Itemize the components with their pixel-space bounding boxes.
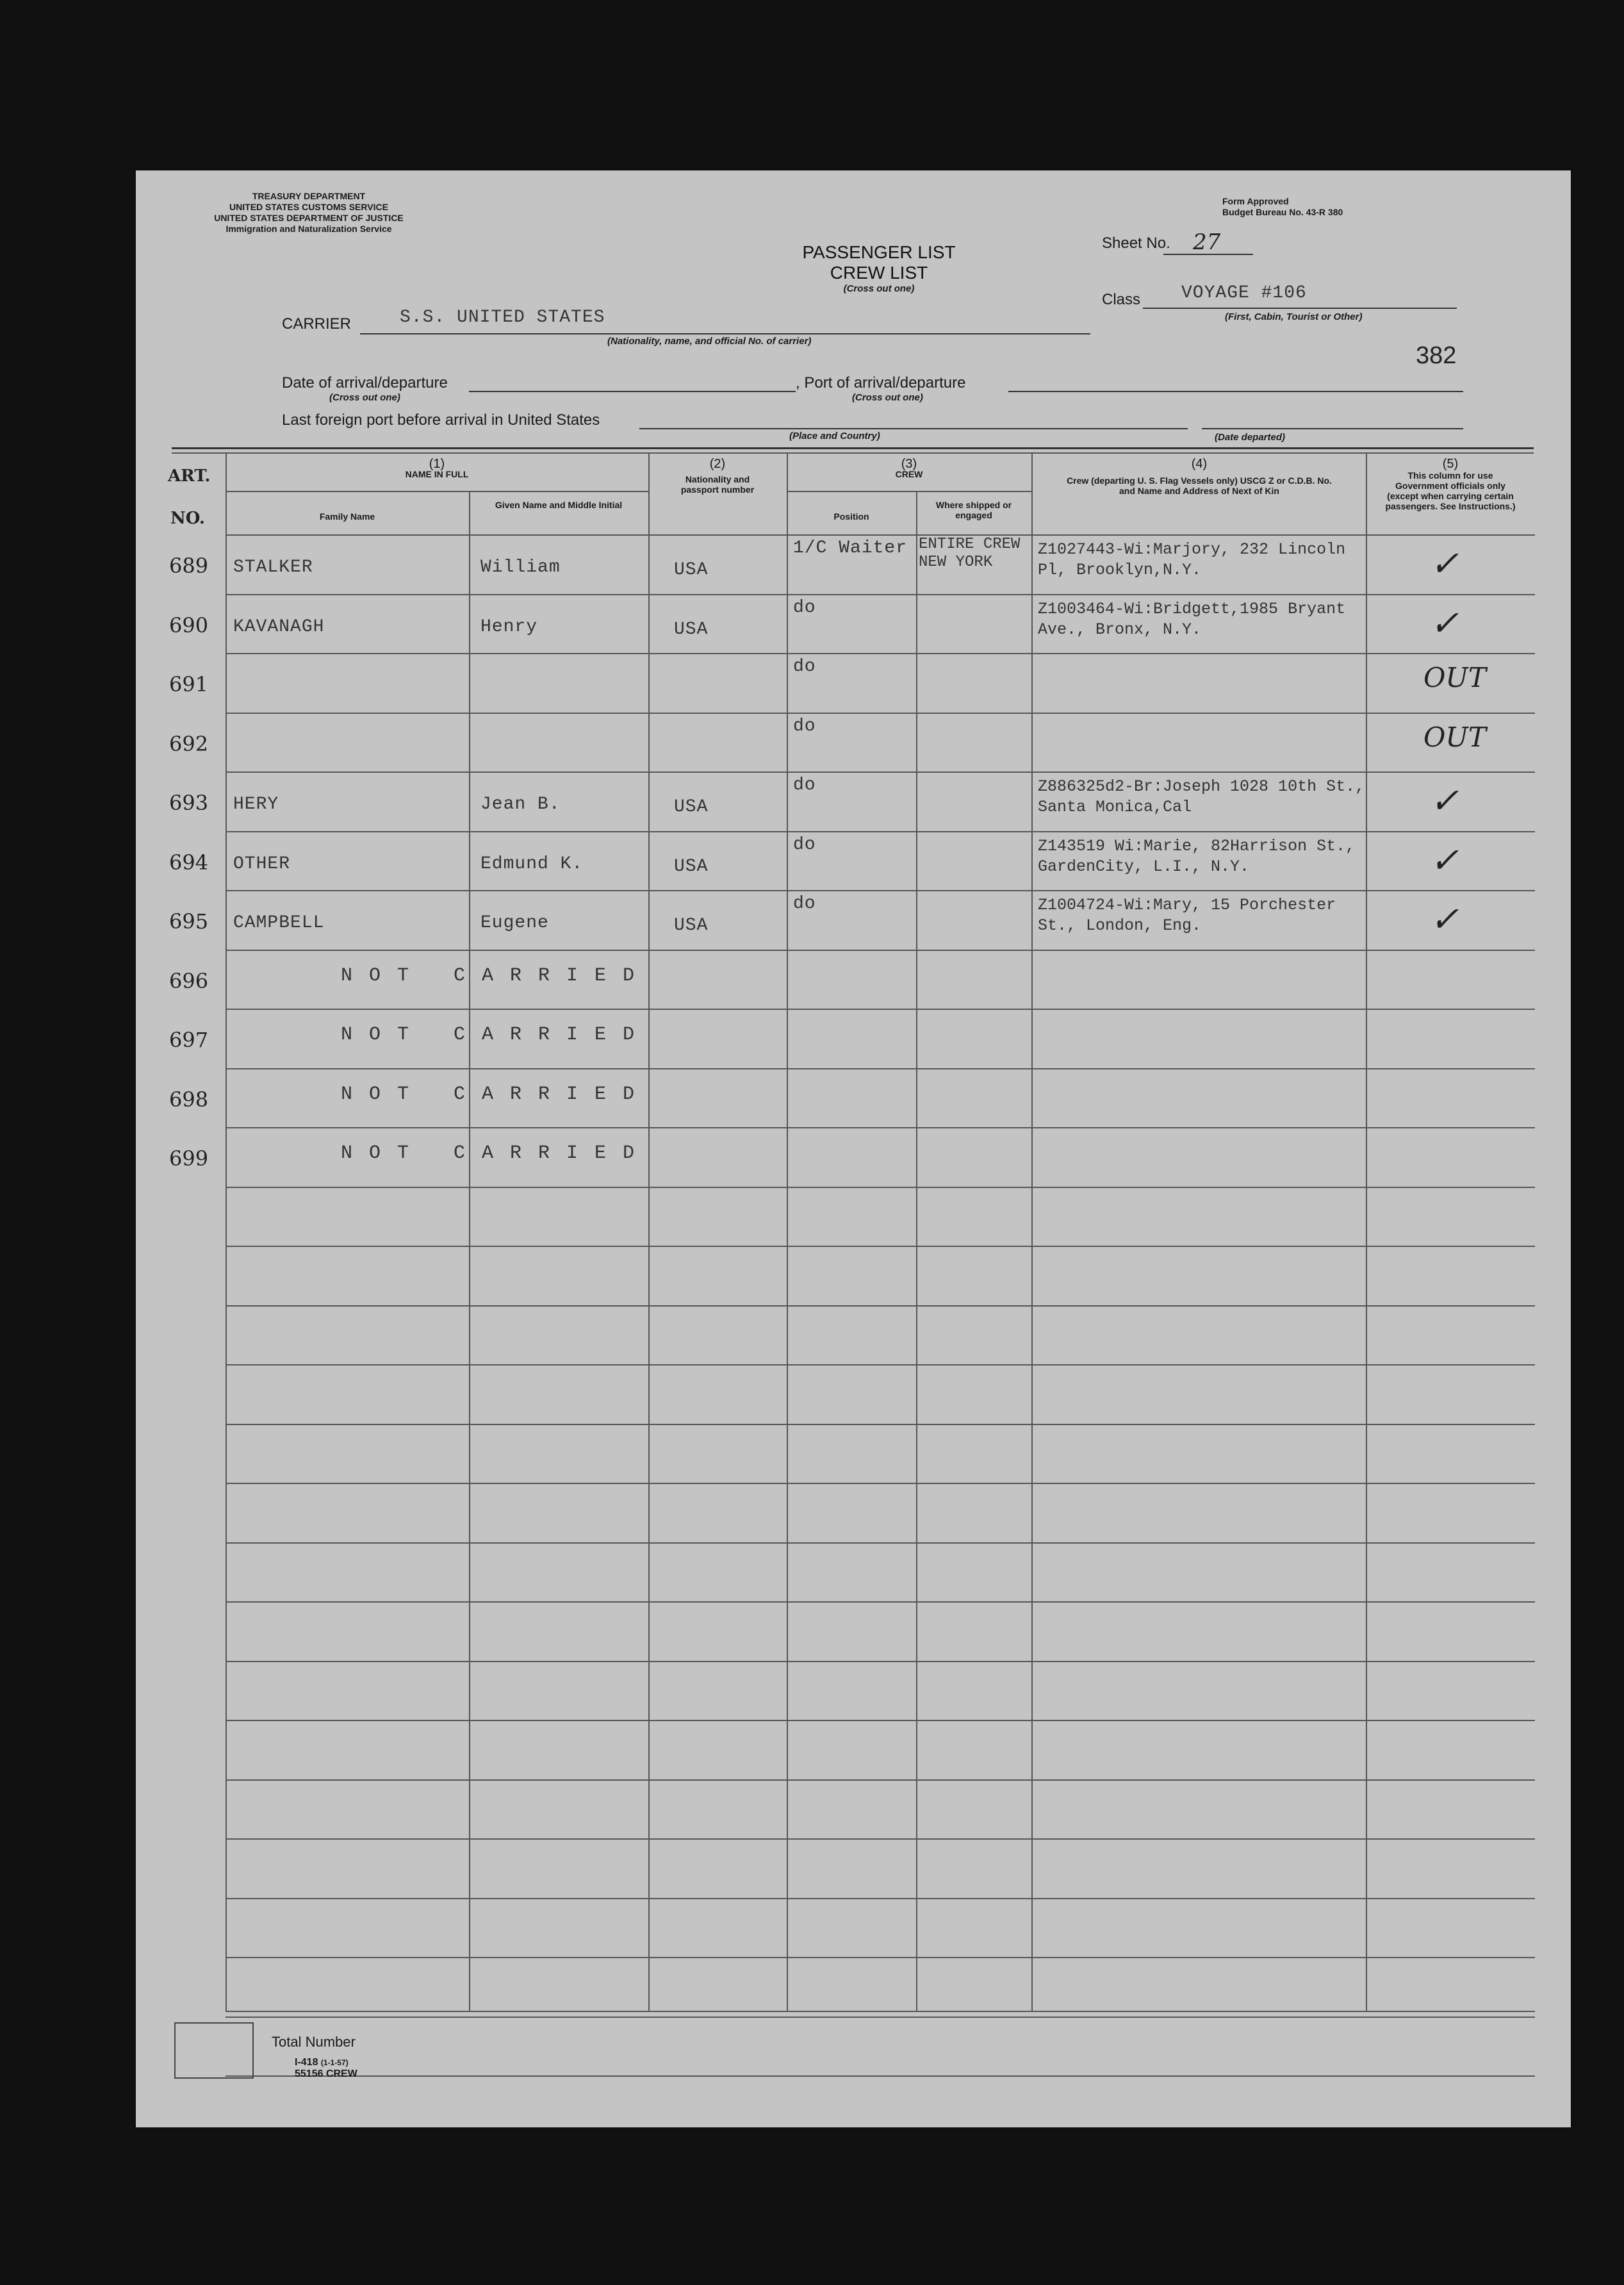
sheet-value: 27 bbox=[1193, 229, 1221, 255]
form-number bbox=[295, 2057, 357, 2079]
art-number: 689 bbox=[169, 554, 209, 578]
row-rule bbox=[226, 1957, 1535, 1958]
col1-num: (1) bbox=[429, 457, 445, 471]
art-number: 693 bbox=[169, 791, 209, 815]
art-number: 692 bbox=[169, 732, 209, 756]
col5-title: This column for use Government officials only (except when carrying certain passengers. See Instructions.) bbox=[1385, 470, 1516, 511]
col2-header bbox=[648, 459, 787, 495]
port-cross: (Cross out one) bbox=[852, 392, 923, 403]
agency-line: Immigration and Naturalization Service bbox=[226, 224, 392, 234]
agency-line: UNITED STATES DEPARTMENT OF JUSTICE bbox=[214, 213, 404, 223]
title-crew-list: CREW LIST bbox=[830, 263, 928, 283]
col5-num: (5) bbox=[1442, 457, 1459, 471]
row-rule bbox=[226, 950, 1535, 951]
art-number: 690 bbox=[169, 613, 209, 638]
col-divider bbox=[1031, 454, 1033, 2011]
place-caption: (Place and Country) bbox=[789, 431, 880, 441]
row-rule bbox=[226, 1898, 1535, 1899]
next-of-kin-cell[interactable]: Z1003464-Wi:Bridgett,1985 Bryant Ave., Bronx, N.Y. bbox=[1038, 600, 1346, 639]
col4-header bbox=[1039, 459, 1359, 496]
nationality-cell[interactable]: USA bbox=[674, 797, 709, 817]
agency-line: UNITED STATES CUSTOMS SERVICE bbox=[229, 202, 388, 212]
carrier-caption: (Nationality, name, and official No. of carrier) bbox=[607, 336, 812, 347]
position-cell[interactable]: do bbox=[793, 716, 816, 736]
page-number: 382 bbox=[1416, 342, 1457, 369]
art-number: 697 bbox=[169, 1028, 209, 1052]
position-header: Position bbox=[833, 511, 869, 522]
col3-num: (3) bbox=[901, 457, 917, 471]
official-mark: OUT bbox=[1423, 662, 1486, 693]
art-number: 695 bbox=[169, 909, 209, 934]
col-divider bbox=[787, 454, 788, 2011]
art-number: 698 bbox=[169, 1087, 209, 1112]
given-name-header: Given Name and Middle Initial bbox=[495, 500, 623, 510]
row-rule bbox=[226, 1483, 1535, 1484]
row-rule bbox=[226, 1838, 1535, 1840]
row-rule bbox=[226, 594, 1535, 595]
col2-title: Nationality and passport number bbox=[680, 474, 755, 495]
crew-list-form bbox=[136, 170, 1571, 2127]
col3-title: CREW bbox=[895, 469, 923, 479]
row-rule bbox=[226, 1424, 1535, 1425]
family-name-cell[interactable]: STALKER bbox=[233, 557, 313, 577]
row-rule bbox=[226, 713, 1535, 714]
nationality-cell[interactable]: USA bbox=[674, 560, 709, 580]
not-carried-stamp: N O T C A R R I E D bbox=[341, 1142, 637, 1164]
title-cross-out: (Cross out one) bbox=[843, 283, 915, 294]
next-of-kin-cell[interactable]: Z1027443-Wi:Marjory, 232 Lincoln Pl, Brooklyn,N.Y. bbox=[1038, 540, 1346, 579]
form-date: (1-1-57) bbox=[320, 2058, 349, 2067]
row-rule bbox=[226, 1364, 1535, 1365]
position-cell[interactable]: do bbox=[793, 657, 816, 677]
official-mark: ✓ bbox=[1430, 603, 1459, 643]
col4-title: Crew (departing U. S. Flag Vessels only) USCG Z or C.D.B. No. and Name and Address of Next of Kin bbox=[1067, 475, 1332, 496]
family-name-header: Family Name bbox=[319, 511, 375, 522]
row-rule bbox=[226, 534, 1535, 536]
col5-header bbox=[1368, 459, 1532, 511]
class-caption: (First, Cabin, Tourist or Other) bbox=[1225, 311, 1363, 322]
official-mark: OUT bbox=[1423, 722, 1486, 753]
total-number-box[interactable] bbox=[174, 2022, 254, 2079]
position-cell[interactable]: do bbox=[793, 775, 816, 795]
header-subrule bbox=[226, 491, 648, 492]
row-rule bbox=[226, 831, 1535, 832]
official-mark: ✓ bbox=[1430, 780, 1459, 821]
class-label: Class bbox=[1102, 291, 1141, 308]
position-cell[interactable]: do bbox=[793, 835, 816, 855]
row-rule bbox=[226, 2017, 1535, 2018]
family-name-cell[interactable]: KAVANAGH bbox=[233, 617, 325, 637]
col3-header bbox=[787, 459, 1031, 479]
row-rule bbox=[226, 1009, 1535, 1010]
row-rule bbox=[226, 890, 1535, 891]
carrier-value: S.S. UNITED STATES bbox=[400, 308, 605, 327]
next-of-kin-cell[interactable]: Z1004724-Wi:Mary, 15 Porchester St., London, Eng. bbox=[1038, 896, 1336, 935]
total-number-label: Total Number bbox=[272, 2034, 356, 2050]
next-of-kin-cell[interactable]: Z886325d2-Br:Joseph 1028 10th St., Santa Monica,Cal bbox=[1038, 777, 1365, 816]
arrival-label: Date of arrival/departure bbox=[282, 374, 448, 392]
art-no-header-2: NO. bbox=[170, 509, 205, 528]
date-departed-caption: (Date departed) bbox=[1215, 432, 1286, 443]
art-no-header-1: ART. bbox=[168, 466, 211, 486]
col4-num: (4) bbox=[1191, 457, 1208, 471]
not-carried-stamp: N O T C A R R I E D bbox=[341, 1024, 637, 1046]
row-rule bbox=[226, 1779, 1535, 1781]
form-approved-text: Form Approved bbox=[1222, 196, 1289, 206]
port-label: , Port of arrival/departure bbox=[796, 374, 966, 392]
header-subrule bbox=[787, 491, 1031, 492]
art-number: 694 bbox=[169, 850, 209, 875]
given-name-cell[interactable]: William bbox=[480, 557, 561, 577]
art-number: 696 bbox=[169, 969, 209, 993]
col-divider bbox=[916, 491, 917, 2011]
where-shipped-header: Where shipped or engaged bbox=[935, 500, 1012, 520]
not-carried-stamp: N O T C A R R I E D bbox=[341, 1084, 637, 1105]
official-mark: ✓ bbox=[1430, 899, 1459, 939]
art-number: 699 bbox=[169, 1146, 209, 1171]
form-no: I-418 bbox=[295, 2057, 318, 2068]
official-mark: ✓ bbox=[1430, 840, 1459, 880]
agency-line: TREASURY DEPARTMENT bbox=[252, 191, 366, 201]
col2-num: (2) bbox=[709, 457, 726, 471]
col-divider bbox=[469, 491, 470, 2011]
col-divider bbox=[226, 454, 227, 2011]
given-name-cell[interactable]: Jean B. bbox=[480, 795, 561, 814]
next-of-kin-cell[interactable]: Z143519 Wi:Marie, 82Harrison St., GardenCity, L.I., N.Y. bbox=[1038, 837, 1356, 876]
last-port-label: Last foreign port before arrival in United States bbox=[282, 411, 600, 429]
nationality-cell[interactable]: USA bbox=[674, 857, 709, 877]
family-name-cell[interactable]: OTHER bbox=[233, 854, 291, 874]
official-mark: ✓ bbox=[1430, 543, 1459, 584]
row-rule bbox=[226, 1127, 1535, 1128]
family-name-cell[interactable]: CAMPBELL bbox=[233, 913, 325, 933]
art-number: 691 bbox=[169, 672, 209, 697]
row-rule bbox=[226, 1720, 1535, 1721]
where-shipped-cell[interactable]: ENTIRE CREW NEW YORK bbox=[919, 536, 1021, 571]
position-cell[interactable]: do bbox=[793, 894, 816, 914]
given-name-cell[interactable]: Henry bbox=[480, 617, 538, 637]
family-name-cell[interactable]: HERY bbox=[233, 795, 279, 814]
position-cell[interactable]: do bbox=[793, 598, 816, 618]
class-value: VOYAGE #106 bbox=[1181, 283, 1307, 303]
budget-bureau-text: Budget Bureau No. 43-R 380 bbox=[1222, 207, 1343, 217]
col1-title: NAME IN FULL bbox=[405, 469, 469, 479]
row-rule bbox=[226, 1601, 1535, 1603]
row-rule bbox=[226, 1542, 1535, 1544]
carrier-label: CARRIER bbox=[282, 315, 352, 333]
nationality-cell[interactable]: USA bbox=[674, 620, 709, 639]
given-name-cell[interactable]: Eugene bbox=[480, 913, 549, 933]
sheet-label: Sheet No. bbox=[1102, 235, 1170, 252]
col-divider bbox=[1366, 454, 1367, 2011]
row-rule bbox=[226, 771, 1535, 773]
row-rule bbox=[226, 1246, 1535, 1247]
row-rule bbox=[226, 653, 1535, 654]
not-carried-stamp: N O T C A R R I E D bbox=[341, 965, 637, 987]
form-code: 55156 CREW bbox=[295, 2068, 357, 2079]
row-rule bbox=[226, 1068, 1535, 1069]
row-rule bbox=[226, 1661, 1535, 1662]
row-rule bbox=[226, 1305, 1535, 1307]
arrival-cross: (Cross out one) bbox=[329, 392, 400, 403]
table-bottom bbox=[226, 2011, 1535, 2012]
position-cell[interactable]: 1/C Waiter bbox=[793, 538, 908, 558]
col1-header bbox=[226, 459, 648, 479]
given-name-cell[interactable]: Edmund K. bbox=[480, 854, 584, 874]
title-passenger-list: PASSENGER LIST bbox=[802, 242, 956, 262]
row-rule bbox=[226, 2075, 1535, 2077]
row-rule bbox=[226, 1187, 1535, 1188]
col-divider bbox=[648, 454, 650, 2011]
nationality-cell[interactable]: USA bbox=[674, 916, 709, 936]
